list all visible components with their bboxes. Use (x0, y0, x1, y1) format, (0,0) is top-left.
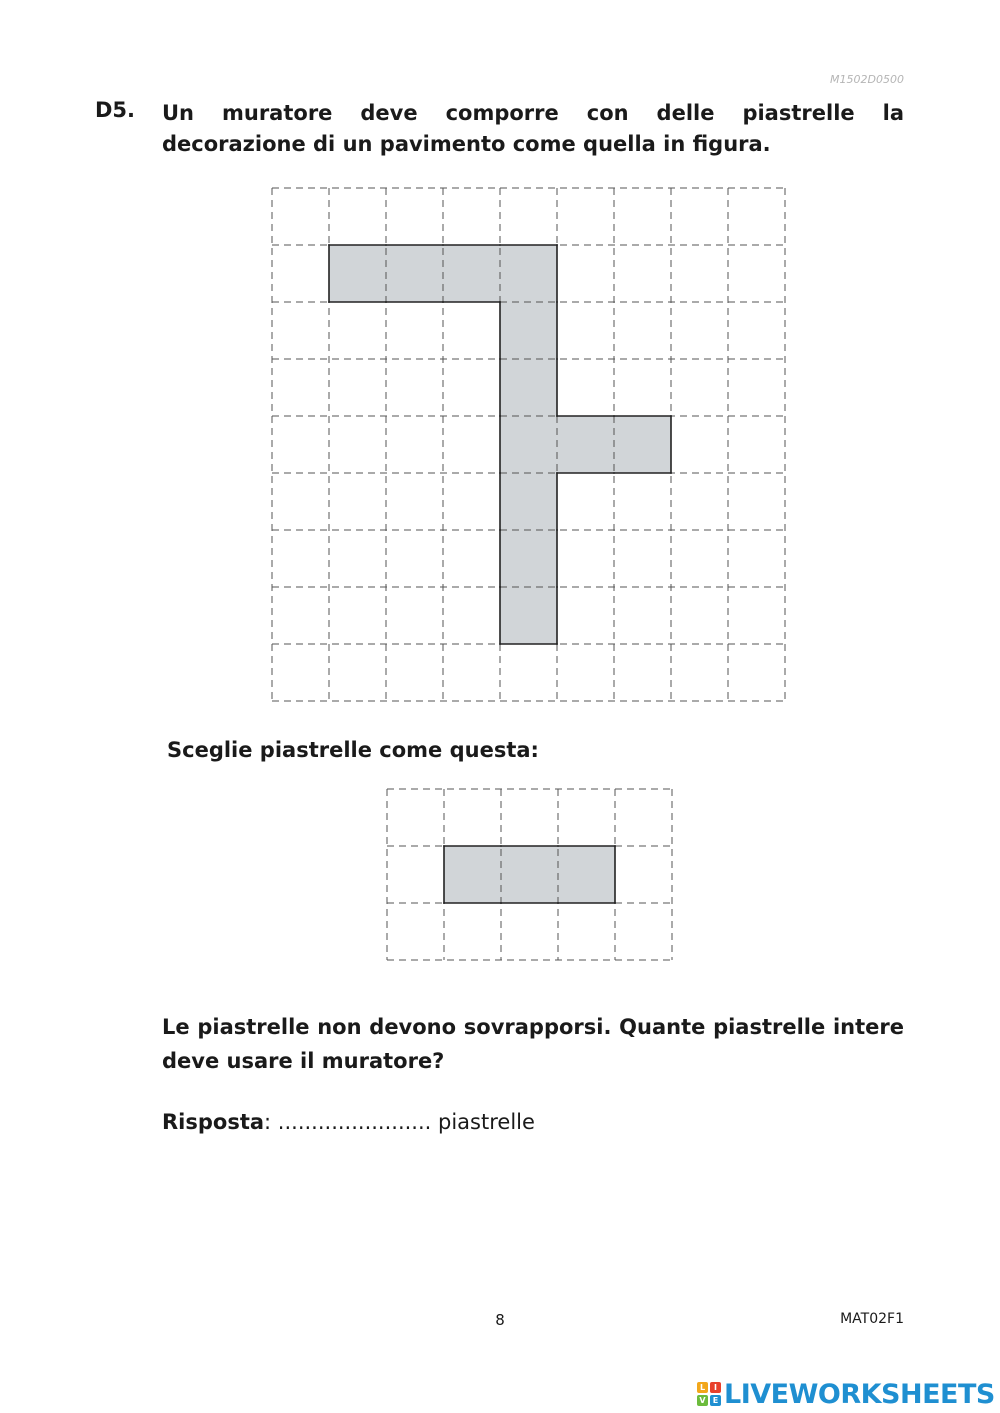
tile-instruction: Sceglie piastrelle come questa: (167, 738, 539, 762)
floor-grid (270, 186, 790, 704)
shaded-cell (557, 416, 614, 473)
question-number: D5. (95, 98, 136, 122)
answer-unit: piastrelle (438, 1110, 535, 1134)
shaded-cell (386, 245, 443, 302)
shaded-cell (500, 587, 557, 644)
logo-letter: E (710, 1395, 721, 1406)
liveworksheets-brand (697, 1376, 995, 1412)
logo-letter: L (697, 1382, 708, 1393)
shaded-cell (500, 245, 557, 302)
shaded-cell (500, 359, 557, 416)
answer-label: Risposta (162, 1110, 265, 1134)
logo-letter: V (697, 1395, 708, 1406)
shaded-cell (444, 846, 501, 903)
logo-letter: I (710, 1382, 721, 1393)
shaded-cell (500, 416, 557, 473)
shaded-cell (500, 473, 557, 530)
tile-figure (385, 787, 675, 963)
item-code: M1502D0500 (830, 73, 904, 86)
page-number: 8 (495, 1311, 505, 1329)
brand-name: LIVEWORKSHEETS (724, 1378, 995, 1410)
shaded-cell (329, 245, 386, 302)
shaded-cell (614, 416, 671, 473)
liveworksheets-logo-icon (697, 1382, 721, 1406)
shaded-cell (500, 302, 557, 359)
answer-line (162, 1110, 535, 1134)
answer-blank[interactable]: : ....................... (264, 1110, 439, 1134)
question-prompt: Le piastrelle non devono sovrapporsi. Quante piastrelle intere deve usare il muratore? (162, 1015, 904, 1073)
shaded-cell (558, 846, 615, 903)
floor-decoration-figure (270, 186, 790, 704)
document-code: MAT02F1 (840, 1311, 904, 1327)
shaded-cell (501, 846, 558, 903)
question-text: Un muratore deve comporre con delle piastrelle la decorazione di un pavimento come quella in figura. (162, 101, 904, 156)
shaded-cell (443, 245, 500, 302)
shaded-cell (500, 530, 557, 587)
tile-grid (385, 787, 675, 963)
